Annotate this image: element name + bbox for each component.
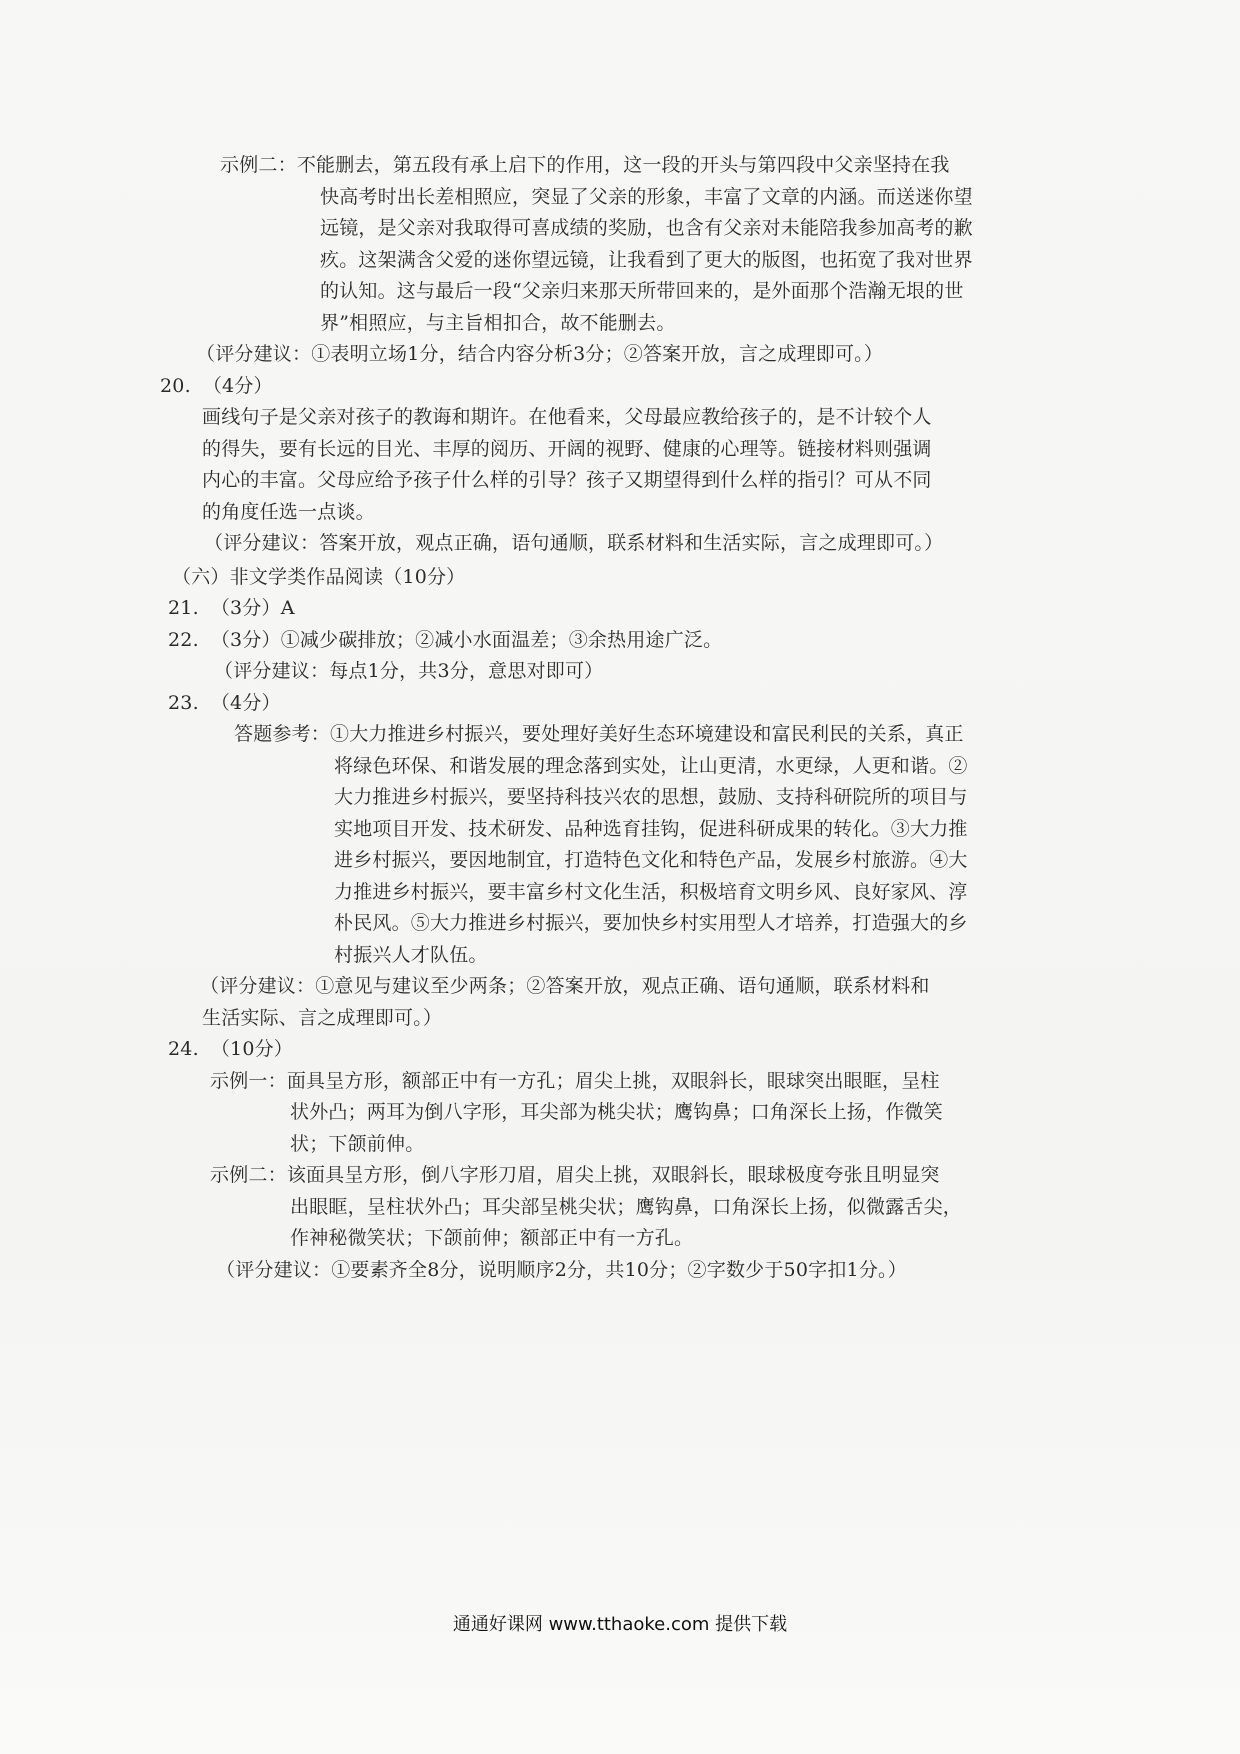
question-number: 21.: [168, 597, 199, 619]
q24-example-one: [210, 1066, 1040, 1098]
answer-content: [160, 150, 1040, 1286]
example-label: 示例二：: [210, 1164, 287, 1186]
text-line: 朴民风。⑤大力推进乡村振兴，要加快乡村实用型人才培养，打造强大的乡: [334, 912, 968, 934]
question-number: 23.: [168, 691, 199, 714]
section-title: （六）非文学类作品阅读（10分）: [172, 565, 466, 588]
text-line: 的得失，要有长远的目光、丰厚的阅历、开阔的视野、健康的心理等。链接材料则强调: [202, 437, 932, 460]
text-line: 的角度任选一点谈。: [202, 500, 375, 523]
text-line: 作神秘微笑状；下颌前伸；额部正中有一方孔。: [290, 1227, 694, 1249]
question-24: [168, 1034, 1040, 1286]
text-line: 力推进乡村振兴，要丰富乡村文化生活，积极培育文明乡风、良好家风、淳: [334, 880, 968, 903]
question-score: （10分）: [210, 1038, 294, 1060]
text-line: 疚。这架满含父爱的迷你望远镜，让我看到了更大的版图，也拓宽了我对世界: [320, 248, 973, 271]
text-line: 的认知。这与最后一段“父亲归来那天所带回来的，是外面那个浩瀚无垠的世: [320, 280, 964, 302]
question-20: [160, 371, 1040, 560]
footer-text: 通通好课网 www.tthaoke.com 提供下载: [452, 1614, 788, 1635]
text-line: 画线句子是父亲对孩子的教诲和期许。在他看来，父母最应教给孩子的，是不计较个人: [202, 406, 932, 428]
section-heading: [160, 562, 1040, 594]
text-line: 大力推进乡村振兴，要坚持科技兴农的思想，鼓励、支持科研院所的项目与: [334, 786, 968, 808]
scoring-note: 生活实际、言之成理即可。）: [202, 1006, 443, 1029]
text-line: 远镜，是父亲对我取得可喜成绩的奖励，也含有父亲对未能陪我参加高考的歉: [320, 217, 973, 239]
q19-example-two: [180, 150, 1040, 339]
scoring-note: （评分建议：①要素齐全8分，说明顺序2分，共10分；②字数少于50字扣1分。）: [216, 1258, 907, 1281]
answer-label: 答题参考：: [234, 723, 331, 745]
q24-example-two: [210, 1160, 1040, 1192]
text-line: 该面具呈方形，倒八字形刀眉，眉尖上挑，双眼斜长，眼球极度夸张且明显突: [286, 1164, 940, 1186]
text-line: 内心的丰富。父母应给予孩子什么样的引导？孩子又期望得到什么样的指引？可从不同: [202, 469, 932, 491]
text-line: 进乡村振兴，要因地制宜，打造特色文化和特色产品，发展乡村旅游。④大: [334, 849, 968, 871]
question-23: [168, 688, 1040, 1035]
text-line: 状外凸；两耳为倒八字形，耳尖部为桃尖状；鹰钩鼻；口角深长上扬，作微笑: [290, 1101, 943, 1123]
text-line: 面具呈方形，额部正中有一方孔；眉尖上挑，双眼斜长，眼球突出眼眶，呈柱: [286, 1069, 940, 1092]
answer-text: （3分）①减少碳排放；②减小水面温差；③余热用途广泛。: [210, 628, 723, 651]
question-number: 24.: [168, 1038, 199, 1060]
question-22: [168, 625, 1040, 688]
scoring-note: （评分建议：①表明立场1分，结合内容分析3分；②答案开放，言之成理即可。）: [196, 343, 884, 365]
text-line: 出眼眶，呈柱状外凸；耳尖部呈桃尖状；鹰钩鼻，口角深长上扬，似微露舌尖，: [290, 1195, 963, 1218]
text-line: ①大力推进乡村振兴，要处理好美好生态环境建设和富民利民的关系，真正: [330, 723, 964, 745]
text-line: 界”相照应，与主旨相扣合，故不能删去。: [320, 311, 676, 334]
question-number: 22.: [168, 628, 199, 651]
q19-scoring-note: [180, 339, 1040, 371]
text-line: 状；下颌前伸。: [290, 1132, 425, 1155]
text-line: 快高考时出长差相照应，突显了父亲的形象，丰富了文章的内涵。而送迷你望: [320, 185, 973, 208]
scoring-note: （评分建议：答案开放，观点正确，语句通顺，联系材料和生活实际，言之成理即可。）: [204, 532, 944, 554]
question-21: [168, 593, 1040, 625]
text-line: 实地项目开发、技术研发、品种选育挂钩，促进科研成果的转化。③大力推: [334, 817, 968, 840]
footer-credit: [0, 1610, 1240, 1636]
question-score: （4分）: [202, 374, 273, 397]
text-line: 不能删去，第五段有承上启下的作用，这一段的开头与第四段中父亲坚持在我: [296, 154, 950, 176]
question-score: （4分）: [210, 691, 281, 714]
text-line: 村振兴人才队伍。: [334, 943, 488, 966]
text-line: 将绿色环保、和谐发展的理念落到实处，让山更清，水更绿，人更和谐。②: [334, 754, 968, 777]
example-label: 示例一：: [210, 1069, 287, 1092]
question-number: 20.: [160, 374, 191, 397]
answer-text: （3分）A: [210, 597, 295, 619]
scoring-note: （评分建议：每点1分，共3分，意思对即可）: [214, 660, 604, 682]
example-label: 示例二：: [220, 154, 297, 176]
scoring-note: （评分建议：①意见与建议至少两条；②答案开放，观点正确、语句通顺，联系材料和: [200, 975, 930, 997]
